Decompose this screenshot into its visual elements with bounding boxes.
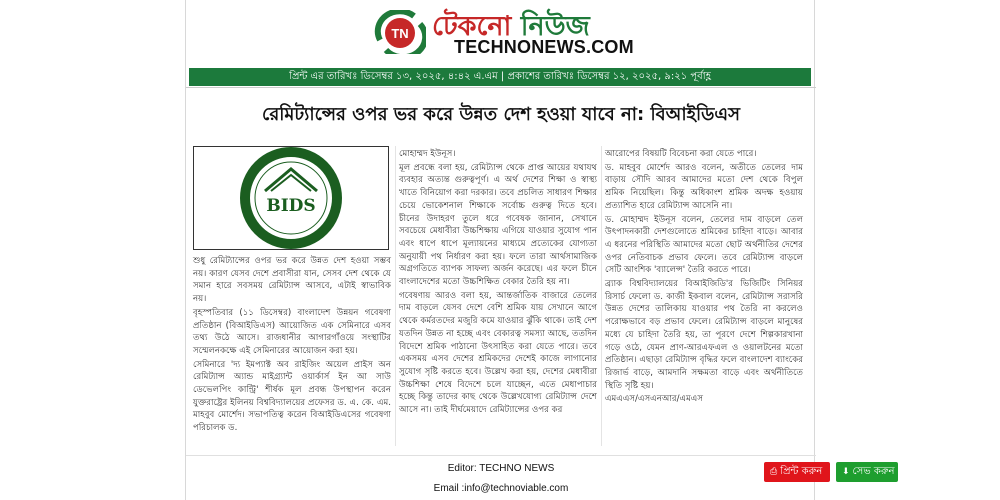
save-button[interactable] — [836, 462, 898, 482]
footer-email: Email :info@technoviable.com — [433, 483, 569, 494]
article-column-3 — [605, 148, 803, 407]
article-image — [193, 146, 389, 250]
logo-english: TECHNONEWS.COM — [454, 37, 634, 57]
column-divider — [395, 146, 396, 446]
date-bar: প্রিন্ট এর তারিখঃ ডিসেম্বর ১৩, ২০২৫, ৪:৪২ এ.এম | প্রকাশের তারিখঃ ডিসেম্বর ১২, ২০২৫, ৯:২১ পূর্বাহ্ণ — [189, 68, 811, 86]
footer-divider — [186, 455, 816, 456]
article-column-1 — [193, 146, 391, 436]
technonews-logo-icon — [374, 10, 426, 54]
paragraph: ব্র্যাক বিশ্ববিদ্যালয়ের বিআইজিডি'র ভিজিটিং সিনিয়র রিসার্চ ফেলো ড. কাজী ইকবাল বলেন, রেমিট্যান্স সরাসরি উন্নত দেশের তালিকায় যাওয়ার পথ তৈরি না করলেও পরোক্ষভাবে বড় প্রভাব ফেলে। রেমিট্যান্স বাড়লে মানুষের মধ্যে যে চাহিদা তৈরি হয়, তা পূরণে দেশে শিল্পকারখানা গড়ে ওঠে, যেমন প্রাণ-আরএফএল ও ওয়ালটনের মতো প্রতিষ্ঠান। এছাড়া রেমিট্যান্স বৃদ্ধির ফলে বাংলাদেশ ব্যাংকের রিজার্ভ বাড়ে, আমদানি সক্ষমতা বাড়ে এবং অর্থনীতিতে স্থিতি সৃষ্টি হয়। — [605, 279, 803, 391]
paragraph: মূল প্রবন্ধে বলা হয়, রেমিট্যান্স থেকে প্রাপ্ত আয়ের যথাযথ ব্যবহার অত্যন্ত গুরুত্বপূর্ণ। এ অর্থ দেশের শিক্ষা ও স্বাস্থ্য খাতে বিনিয়োগ করা দরকার। তবে প্রচলিত সাধারণ শিক্ষার চেয়ে ভোকেশনাল শিক্ষাকে সর্বোচ্চ গুরুত্ব দিতে হবে। চীনের উদাহরণ তুলে ধরে গবেষক জানান, সেখানে সবচেয়ে মেধাবীরা উচ্চশিক্ষায় এগিয়ে যাওয়ার সুযোগ পান এবং ধাপে ধাপে মূল্যায়নের মাধ্যমে প্রত্যেকের যোগ্যতা অনুযায়ী পথ নির্ধারণ করা হয়। ফলে তারা আর্থসামাজিক অগ্রগতিতে ব্যাপক সাফল্য অর্জন করেছে। এর ফলে চীনে বাংলাদেশের মতো উচ্চশিক্ষিত বেকার তৈরি হয় না। — [399, 162, 597, 288]
download-icon: ⬇ — [842, 467, 850, 477]
printer-icon: ⎙ — [770, 467, 778, 477]
save-button-label: সেভ করুন — [852, 466, 895, 477]
paragraph: ড. মাহবুব মোর্শেদ আরও বলেন, অতীতে তেলের দাম বাড়ায় সৌদি আরব আমাদের মতো দেশ থেকে বিপুল শ্রমিক নিয়েছিল। কিন্তু অধিকাংশ শ্রমিক অদক্ষ হওয়ায় প্রত্যাশিত হারে রেমিট্যান্স আসেনি না। — [605, 162, 803, 211]
paragraph: ড. মোহাম্মদ ইউনূস বলেন, তেলের দাম বাড়লে তেল উৎপাদনকারী দেশগুলোতে শ্রমিকের চাহিদা বাড়ে। আবার এ ধরনের পরিস্থিতি আমাদের মতো ছোট অর্থনীতির দেশের ওপর নেতিবাচক প্রভাব ফেলে। তবে রেমিট্যান্স বাড়লে সেটি আংশিক 'ব্যালেন্স' তৈরি করতে পারে। — [605, 214, 803, 276]
article-credit: এমএএস/এসএনআর/এমএস — [605, 394, 704, 405]
footer-editor: Editor: TECHNO NEWS — [447, 463, 555, 474]
paragraph: মোহাম্মদ ইউনূস। — [399, 149, 456, 159]
masthead — [186, 0, 816, 66]
bids-logo-text: BIDS — [266, 196, 316, 216]
print-page — [185, 0, 815, 500]
paragraph: শুধু রেমিট্যান্সের ওপর ভর করে উন্নত দেশ হওয়া সম্ভব নয়। কারণ যেসব দেশে প্রবাসীরা যান, সেসব দেশ থেকে যে সমান হারে সবসময় রেমিট্যান্স আসবে, এটাই স্বাভাবিক নয়। — [193, 256, 391, 305]
article-headline: রেমিট্যান্সের ওপর ভর করে উন্নত দেশ হওয়া যাবে না: বিআইডিএস — [262, 104, 740, 125]
article-column-2 — [399, 148, 597, 418]
paragraph: বৃহস্পতিবার (১১ ডিসেম্বর) বাংলাদেশ উন্নয়ন গবেষণা প্রতিষ্ঠান (বিআইডিএস) আয়োজিত এক সেমিনারে এসব তথ্য উঠে আসে। রাজধানীর আগারগাঁওয়ে সংস্থাটির সম্মেলনকক্ষে এই সেমিনারের আয়োজন করা হয়। — [193, 307, 391, 356]
paragraph: আরোপের বিষয়টি বিবেচনা করা যেতে পারে। — [605, 149, 757, 159]
column-divider — [601, 146, 602, 446]
print-button-label: প্রিন্ট করুন — [780, 466, 823, 477]
print-button[interactable] — [764, 462, 830, 482]
logo-bangla-part1: টেকনো — [432, 11, 512, 42]
logo-badge-text: TN — [391, 26, 409, 41]
paragraph: গবেষণায় আরও বলা হয়, আন্তর্জাতিক বাজারে তেলের দাম বাড়লে যেসব দেশে বেশি শ্রমিক যায় সেখানে আগে থেকে কর্মরতদের মজুরি কমে যাওয়ার ঝুঁকি থাকে। তাই দেশ যতদিন উন্নত না হচ্ছে এবং বেকারত্ব সমস্যা আছে, ততদিন বিদেশে শ্রমিক পাঠানো উৎসাহিত করা যেতে পারে। তবে একসময় এসব দেশের শ্রমিকদের দেশেই কাজে লাগানোর সুযোগ সৃষ্টি করতে হবে। উল্লেখ করা হয়, দেশের মেধাবীরা উচ্চশিক্ষা শেষে বিদেশে চলে যাচ্ছেন, এতে মেধাপাচার হচ্ছে কিন্তু তাদের কাছ থেকে উল্লেখযোগ্য রেমিট্যান্স দেশে আসে না। তাই দীর্ঘমেয়াদে রেমিট্যান্সের ওপর কর — [399, 290, 597, 416]
bids-logo-icon — [194, 147, 388, 249]
logo-bangla-part2: নিউজ — [520, 11, 590, 42]
paragraph: সেমিনারে 'দ্য ইমপ্যাক্ট অব রাইজিং অয়েল প্রাইস অন রেমিট্যান্স অ্যান্ড মাইগ্র্যান্ট ওয়ার্কার্স ইন আ সাউ ডেভেলপিং কান্ট্রি' শীর্ষক মূল প্রবন্ধ উপস্থাপন করেন যুক্তরাষ্ট্রের ইলিনয় বিশ্ববিদ্যালয়ের প্রফেসর ড. এ. কে. এম. মাহবুব মোর্শেদ। সভাপতিত্ব করেন বিআইডিএসের গবেষণা পরিচালক ড. — [193, 359, 391, 434]
divider — [186, 87, 816, 88]
